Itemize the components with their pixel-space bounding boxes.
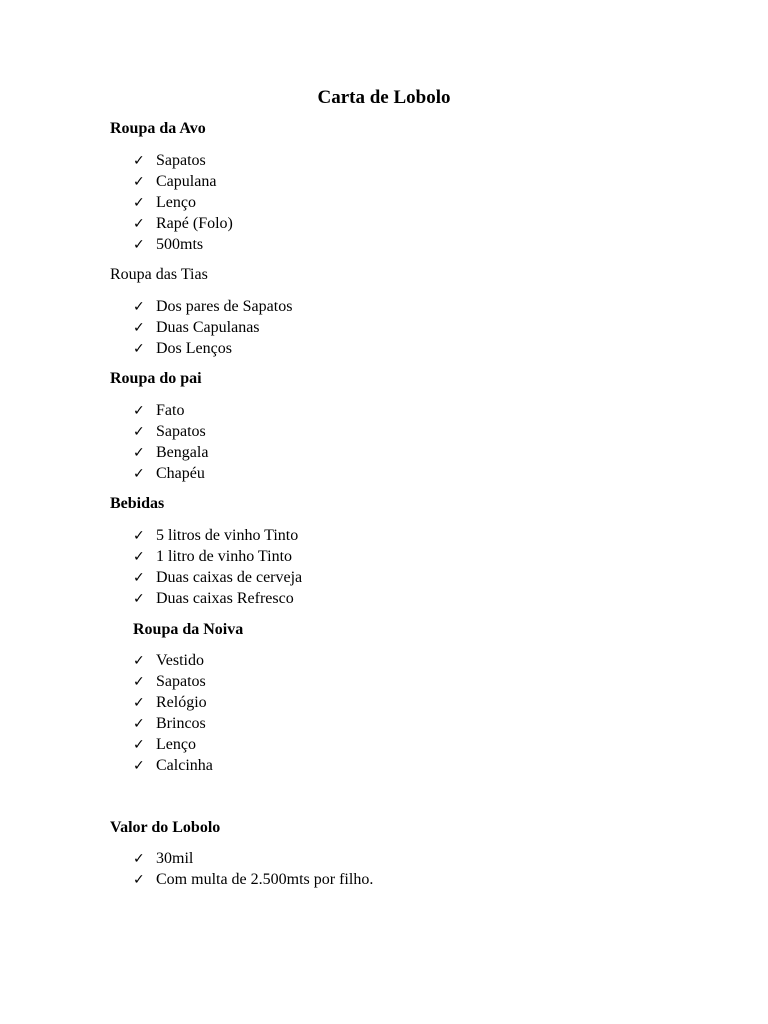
- list-item: ✓ 1 litro de vinho Tinto: [133, 546, 302, 567]
- section-heading-roupa-do-pai: Roupa do pai: [110, 370, 202, 387]
- checkmark-icon: ✓: [133, 237, 145, 253]
- checkmark-icon: ✓: [133, 195, 145, 211]
- checkmark-icon: ✓: [133, 153, 145, 169]
- list-item: ✓ Sapatos: [133, 671, 213, 692]
- checkmark-icon: ✓: [133, 341, 145, 357]
- list-roupa-das-tias: [133, 296, 292, 359]
- checkmark-icon: ✓: [133, 737, 145, 753]
- list-item: ✓ Sapatos: [133, 150, 233, 171]
- checkmark-icon: ✓: [133, 758, 145, 774]
- list-item: ✓ Fato: [133, 400, 208, 421]
- checkmark-icon: ✓: [133, 549, 145, 565]
- list-item: ✓ Vestido: [133, 650, 213, 671]
- list-item: ✓ Com multa de 2.500mts por filho.: [133, 869, 373, 890]
- checkmark-icon: ✓: [133, 653, 145, 669]
- list-roupa-do-pai: [133, 400, 208, 484]
- list-item: ✓ Duas caixas Refresco: [133, 588, 302, 609]
- list-item: ✓ 500mts: [133, 234, 233, 255]
- list-item: ✓ Chapéu: [133, 463, 208, 484]
- list-item: ✓ Duas caixas de cerveja: [133, 567, 302, 588]
- list-item: ✓ 30mil: [133, 848, 373, 869]
- checkmark-icon: ✓: [133, 403, 145, 419]
- list-item: ✓ Sapatos: [133, 421, 208, 442]
- checkmark-icon: ✓: [133, 216, 145, 232]
- list-item: ✓ 5 litros de vinho Tinto: [133, 525, 302, 546]
- checkmark-icon: ✓: [133, 570, 145, 586]
- list-item: ✓ Calcinha: [133, 755, 213, 776]
- checkmark-icon: ✓: [133, 851, 145, 867]
- checkmark-icon: ✓: [133, 424, 145, 440]
- checkmark-icon: ✓: [133, 174, 145, 190]
- checkmark-icon: ✓: [133, 320, 145, 336]
- list-item: ✓ Bengala: [133, 442, 208, 463]
- document-title: Carta de Lobolo: [317, 87, 451, 108]
- list-roupa-da-noiva: [133, 650, 213, 776]
- checkmark-icon: ✓: [133, 299, 145, 315]
- checkmark-icon: ✓: [133, 695, 145, 711]
- checkmark-icon: ✓: [133, 591, 145, 607]
- list-valor-do-lobolo: [133, 848, 373, 890]
- section-heading-roupa-da-avo: Roupa da Avo: [110, 120, 206, 137]
- list-item: ✓ Duas Capulanas: [133, 317, 292, 338]
- checkmark-icon: ✓: [133, 466, 145, 482]
- list-roupa-da-avo: [133, 150, 233, 255]
- checkmark-icon: ✓: [133, 445, 145, 461]
- section-heading-roupa-da-noiva: Roupa da Noiva: [133, 621, 244, 638]
- list-item: ✓ Relógio: [133, 692, 213, 713]
- list-item: ✓ Rapé (Folo): [133, 213, 233, 234]
- checkmark-icon: ✓: [133, 716, 145, 732]
- checkmark-icon: ✓: [133, 872, 145, 888]
- section-heading-roupa-das-tias: Roupa das Tias: [110, 266, 208, 283]
- checkmark-icon: ✓: [133, 674, 145, 690]
- section-heading-bebidas: Bebidas: [110, 495, 165, 512]
- list-item: ✓ Brincos: [133, 713, 213, 734]
- list-item: ✓ Dos Lenços: [133, 338, 292, 359]
- list-item: ✓ Capulana: [133, 171, 233, 192]
- checkmark-icon: ✓: [133, 528, 145, 544]
- list-item: ✓ Lenço: [133, 192, 233, 213]
- section-heading-valor-do-lobolo: Valor do Lobolo: [110, 819, 221, 836]
- list-bebidas: [133, 525, 302, 609]
- list-item: ✓ Dos pares de Sapatos: [133, 296, 292, 317]
- list-item: ✓ Lenço: [133, 734, 213, 755]
